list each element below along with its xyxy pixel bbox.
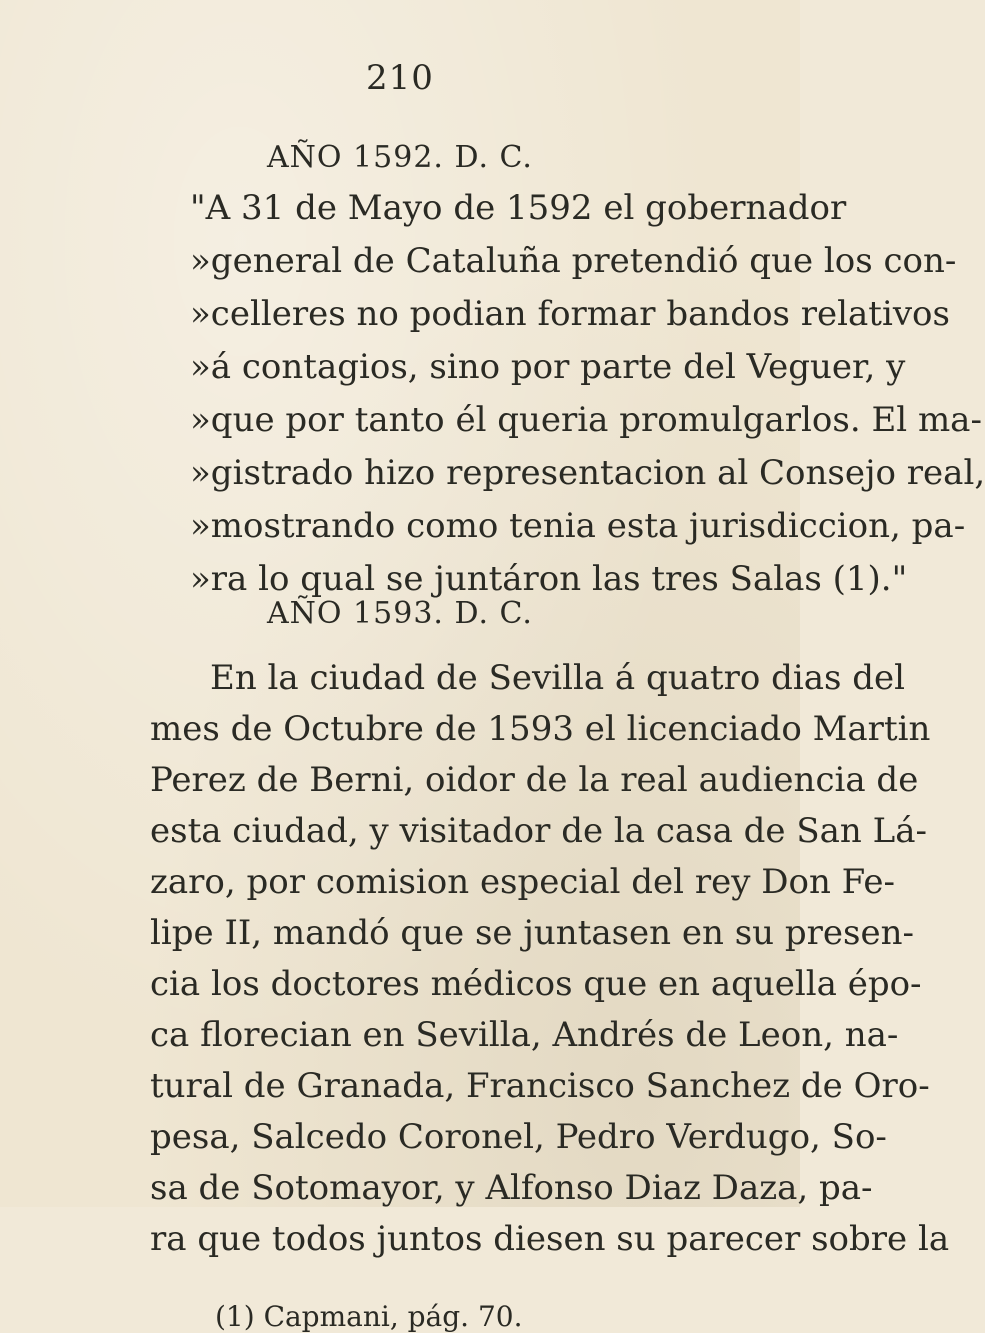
text-line: lipe II, mandó que se juntasen en su presen- <box>150 913 914 953</box>
text-line: »gistrado hizo representacion al Consejo real, <box>190 453 985 493</box>
text-line: »ra lo qual se juntáron las tres Salas (1)." <box>190 559 908 599</box>
text-line: tural de Granada, Francisco Sanchez de Oro- <box>150 1066 930 1106</box>
text-line: En la ciudad de Sevilla á quatro dias del <box>210 658 906 698</box>
page-number: 210 <box>366 58 434 98</box>
text-line: ra que todos juntos diesen su parecer sobre la <box>150 1219 950 1259</box>
footnote: (1) Capmani, pág. 70. <box>215 1300 523 1333</box>
text-line: zaro, por comision especial del rey Don Fe- <box>150 862 895 902</box>
text-line: cia los doctores médicos que en aquella épo- <box>150 964 922 1004</box>
section-heading-1593: AÑO 1593. D. C. <box>267 596 533 631</box>
text-line: mes de Octubre de 1593 el licenciado Martin <box>150 709 931 749</box>
text-line: »general de Cataluña pretendió que los con- <box>190 241 957 281</box>
text-line: »que por tanto él queria promulgarlos. El ma- <box>190 400 982 440</box>
text-line: "A 31 de Mayo de 1592 el gobernador <box>190 188 847 228</box>
text-line: »mostrando como tenia esta jurisdiccion, pa- <box>190 506 966 546</box>
text-line: pesa, Salcedo Coronel, Pedro Verdugo, So- <box>150 1117 887 1157</box>
text-line: Perez de Berni, oidor de la real audiencia de <box>150 760 919 800</box>
section-heading-1592: AÑO 1592. D. C. <box>267 140 533 175</box>
text-line: sa de Sotomayor, y Alfonso Diaz Daza, pa- <box>150 1168 873 1208</box>
text-line: esta ciudad, y visitador de la casa de San Lá- <box>150 811 927 851</box>
text-line: ca florecian en Sevilla, Andrés de Leon, na- <box>150 1015 899 1055</box>
text-line: »celleres no podian formar bandos relativos <box>190 294 950 334</box>
text-line: »á contagios, sino por parte del Veguer, y <box>190 347 906 387</box>
